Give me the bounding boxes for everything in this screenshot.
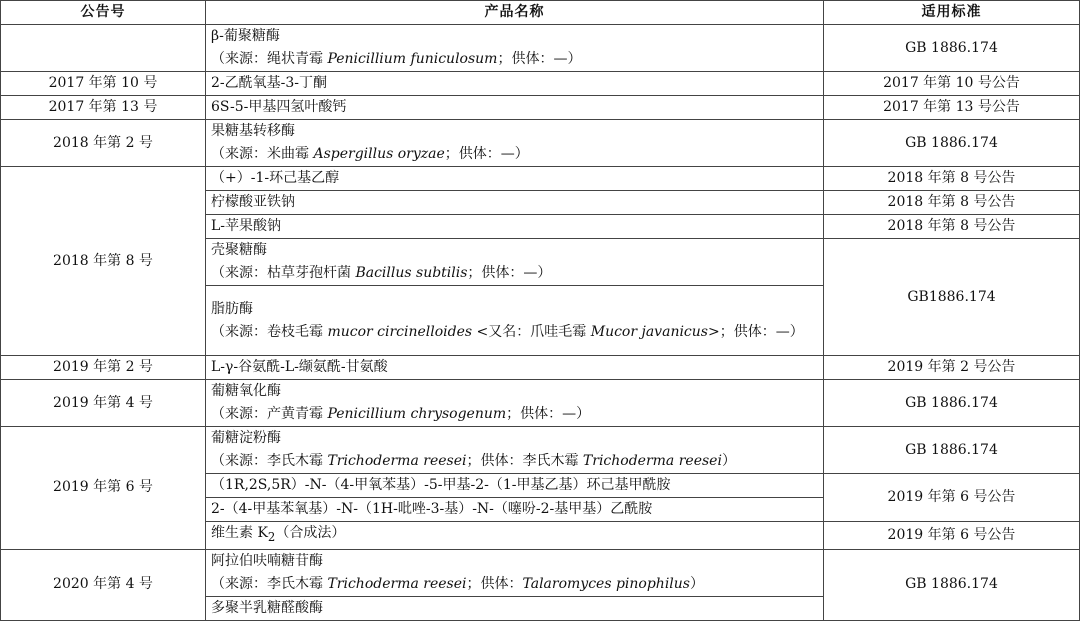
latin-name: Trichoderma reesei [327,575,467,592]
announcement-cell: 2017 年第 13 号 [1,96,206,120]
latin-name: Trichoderma reesei [327,453,467,469]
product-cell: 柠檬酸亚铁钠 [206,191,824,215]
table-row [1,167,1080,191]
product-cell [206,120,824,167]
standard-cell: 2019 年第 2 号公告 [824,356,1080,380]
announcement-cell: 2018 年第 8 号 [1,167,206,356]
standard-cell: GB 1886.174 [824,25,1080,72]
table-row [1,96,1080,120]
product-cell [206,549,824,596]
product-name: 果糖基转移酶 [211,123,295,139]
product-cell [206,380,824,427]
subscript: 2 [267,529,276,544]
table-row [1,25,1080,72]
latin-name: Penicillium chrysogenum [327,406,507,422]
product-source: （来源：卷枝毛霉 mucor circinelloides <又名：爪哇毛霉 Mucor javanicus>；供体：—） [211,323,804,340]
latin-name: Trichoderma reesei [582,453,722,469]
product-cell: L-γ-谷氨酰-L-缬氨酰-甘氨酸 [206,356,824,380]
product-name: β-葡聚糖酶 [211,28,280,44]
latin-name: Penicillium funiculosum [327,51,498,67]
announcement-cell: 2017 年第 10 号 [1,72,206,96]
latin-name: Mucor javanicus [590,323,708,340]
product-name: 葡糖淀粉酶 [211,430,281,446]
product-source: （来源：李氏木霉 Trichoderma reesei；供体：李氏木霉 Trichoderma reesei） [211,453,736,469]
announcement-cell: 2019 年第 4 号 [1,380,206,427]
standard-cell: GB 1886.174 [824,380,1080,427]
product-cell [206,286,824,356]
header-announcement: 公告号 [1,1,206,25]
standard-cell: 2018 年第 8 号公告 [824,167,1080,191]
standard-cell: 2019 年第 6 号公告 [824,522,1080,550]
product-source: （来源：绳状青霉 Penicillium funiculosum；供体：—） [211,51,582,67]
header-standard: 适用标准 [824,1,1080,25]
table-row [1,380,1080,427]
standard-cell: GB1886.174 [824,239,1080,356]
announcement-cell: 2018 年第 2 号 [1,120,206,167]
standard-cell: GB 1886.174 [824,549,1080,620]
standard-cell: 2017 年第 13 号公告 [824,96,1080,120]
announcement-cell: 2019 年第 6 号 [1,427,206,550]
product-cell: 6S-5-甲基四氢叶酸钙 [206,96,824,120]
announcement-cell: 2019 年第 2 号 [1,356,206,380]
product-source: （来源：米曲霉 Aspergillus oryzae；供体：—） [211,146,529,162]
product-name: 脂肪酶 [211,300,253,317]
product-name: 葡糖氧化酶 [211,383,281,399]
header-row [1,1,1080,25]
product-cell: 多聚半乳糖醛酸酶 [206,596,824,620]
product-source: （来源：产黄青霉 Penicillium chrysogenum；供体：—） [211,406,591,422]
product-cell: 维生素 $K_2$（合成法） [206,522,824,550]
latin-name: Talaromyces pinophilus [522,575,690,592]
table-row [1,120,1080,167]
standard-cell: 2018 年第 8 号公告 [824,191,1080,215]
product-cell: 2-（4-甲基苯氧基）-N-（1H-吡唑-3-基）-N-（噻吩-2-基甲基）乙酰胺 [206,498,824,522]
latin-name: Aspergillus oryzae [313,146,445,162]
standard-cell: 2018 年第 8 号公告 [824,215,1080,239]
latin-name: Bacillus subtilis [355,265,468,281]
header-product-name: 产品名称 [206,1,824,25]
product-cell: （+）-1-环己基乙醇 [206,167,824,191]
product-name: 阿拉伯呋喃糖苷酶 [211,552,323,569]
table-row [1,356,1080,380]
product-cell: 2-乙酰氧基-3-丁酮 [206,72,824,96]
product-source: （来源：枯草芽孢杆菌 Bacillus subtilis；供体：—） [211,265,552,281]
product-cell: （1R,2S,5R）-N-（4-甲氧苯基）-5-甲基-2-（1-甲基乙基）环己基甲酰胺 [206,474,824,498]
latin-name: mucor circinelloides [327,323,473,340]
product-cell: L-苹果酸钠 [206,215,824,239]
table-row [1,427,1080,474]
announcement-cell [1,25,206,72]
product-source: （来源：李氏木霉 Trichoderma reesei；供体：Talaromyces pinophilus） [211,575,704,592]
announcement-cell: 2020 年第 4 号 [1,549,206,620]
table-row [1,72,1080,96]
product-cell [206,25,824,72]
product-cell [206,427,824,474]
standard-cell: 2017 年第 10 号公告 [824,72,1080,96]
product-name: 壳聚糖酶 [211,242,267,258]
standard-cell: GB 1886.174 [824,120,1080,167]
standard-cell: GB 1886.174 [824,427,1080,474]
product-cell [206,239,824,286]
standard-cell: 2019 年第 6 号公告 [824,474,1080,522]
table-row [1,549,1080,596]
